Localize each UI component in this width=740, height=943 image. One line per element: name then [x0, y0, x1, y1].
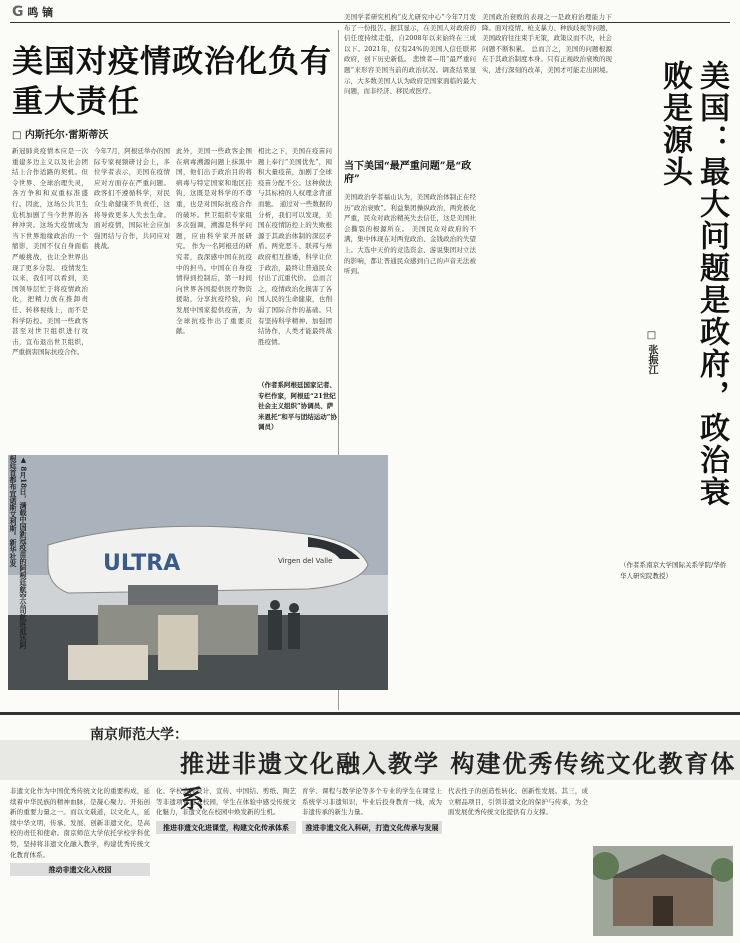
article1-para6: 相比之下，美国在疫苗问题上奉行“美国优先”，囤积大量疫苗，加剧了全球疫苗分配不公。这种做法与其标榜的人权理念背道而驰。: [258, 147, 332, 208]
bottom-para1: 非遗文化作为中国优秀传统文化的重要构成，延续着中华民族的精神血脉，是凝心聚力、开拓创新的重要力量之一。而以文载道，以文化人，延续中华文明，传承、发展、创新非遗文化，是高校的责任和使命。南京师范大学依托学校学科优势，坚持将非遗文化融入教学，构建优秀传统文化教育体系。: [10, 787, 150, 859]
article2-para2: 悲愤者—用“最严重问题”来形容美国当前的政治状况。调查结果显示，大多数美国人认为政府是国家面临的最大问题，而非经济、移民或医疗。: [344, 55, 476, 96]
article2-para3: 美国政治学者福山认为，美国政治体制正在经历“政治衰败”。利益集团操纵政治，两党极化严重，民众对政治精英失去信任，这是美国社会撕裂的根源所在。: [344, 193, 476, 233]
bottom-para4: 代表性子的创造性转化、创新性发展。其三，成立精品项目，引领非遗文化的保护与传承，为全面发展优秀传统文化提供有力支撑。: [448, 787, 588, 817]
article1-para2: 疫情发生以来，我们可以看到，美国领导层忙于将疫情政治化，把精力放在推卸责任、转移视线上，而不是科学防控。美国一些政客甚至对世卫组织进行攻击，宣布退出世卫组织，严重损害国际抗疫合作。: [12, 263, 88, 357]
article1-para7: 通过对一些数据的分析，我们可以发现，美国在疫情防控上的失败根源于其政治体制的深层矛盾。两党恶斗、联邦与州政府相互推诿，科学让位于政治，最终让普通民众付出了沉重代价。: [258, 199, 332, 283]
bottom-subhead3: 推进非遗文化入科研，打造文化传承与发展: [302, 821, 442, 834]
bottom-col3: [302, 786, 442, 936]
article1-col1: [12, 146, 88, 446]
article2-col1-top: [344, 12, 476, 157]
article2-para4: 美国民众对政府的不满，集中体现在对两党政治、金钱政治的失望上。大选中天价的竞选资金、游说集团对立法的影响，都让普通民众感到自己的声音无法被听到。: [344, 224, 476, 276]
article2-para5: 美国政治衰败的表现之一是政府治理能力下降。面对疫情、枪支暴力、种族歧视等问题，美国政府往往束手无策，政策议而不决，社会问题不断积累。: [482, 13, 612, 53]
article1-para4: 此外，美国一些政客企图在病毒溯源问题上抹黑中国，他们出于政治目的将病毒与特定国家和地区挂钩，这既是对科学的不尊重，也是对国际抗疫合作的破坏。世卫组织专家组多次强调，溯源是科学问题，应由科学家开展研究。: [176, 147, 252, 251]
article1-para1: 新冠肺炎疫情本应是一次重建多边主义以及社会团结上合作适路的契机。但令世界、全球治理失灵，各方争和和双重标准盛行。因此，这场公共卫生危机加剧了当今世界的各种冲突。这场大疫情成为当下世界地缘政治的一个缩影，美国不仅自身面临严峻挑战，也让全世界出现了更多分裂。: [12, 147, 88, 272]
column-header: [12, 4, 53, 20]
bottom-col2: [156, 786, 296, 936]
article2-para6: 总而言之，美国的问题根源在于其政治制度本身。只有正视政治衰败的现实，进行深刻的改革，美国才可能走出困境。: [482, 44, 612, 74]
article2-author-note: （作者系南京大学国际关系学院/华侨华人研究院教授）: [620, 561, 727, 580]
column-label: 鸣 镝: [27, 6, 54, 19]
article1-author-note: （作者系阿根廷国家记者、专栏作家，阿根廷“21世纪社会主义组织”协调员、萨米恩托“和平与团结运动”协调员）: [258, 381, 337, 432]
airplane-image: [8, 455, 388, 690]
plane-name-text: Virgen del Valle: [278, 557, 333, 565]
campus-image: [593, 846, 733, 936]
article1-para8: 总而言之，疫情政治化损害了各国人民的生命健康，也削弱了国际合作的基础。只有坚持科学精神、加强团结协作，人类才能最终战胜疫情。: [258, 274, 332, 346]
article1-col2: [94, 146, 170, 446]
bottom-subhead1: 推动非遗文化入校园: [10, 863, 150, 876]
bottom-col1: [10, 786, 150, 936]
article2-subhead1: 当下美国“最严重问题”是“政府”: [344, 161, 472, 185]
bottom-para3: 育学、课程与教学论等多个专业的学生在课堂上系统学习非遗知识，毕业后投身教育一线，成为非遗传承的新生力量。: [302, 787, 442, 817]
bottom-subhead2: 推进非遗文化进课堂，构建文化传承体系: [156, 821, 296, 834]
campus-photo: [593, 846, 733, 936]
article2-col1-bottom: [344, 192, 476, 442]
article1-title-line1: 美国对疫情政治化负有: [12, 44, 332, 80]
article2-author: □ 张振江: [646, 330, 657, 375]
article1-author: □ 内斯托尔·雷斯蒂沃: [12, 130, 109, 141]
news-photo: [8, 455, 388, 690]
article1-title-line2: 重大责任: [12, 84, 140, 120]
bottom-title-line1: 南京师范大学：: [90, 727, 188, 743]
article1-col3: [176, 146, 252, 446]
article1-para5: 作为一名阿根廷的研究者，我深感中国在抗疫中的担当。中国在自身疫情得到控制后，第一时间向世界各国提供医疗物资援助，分享抗疫经验，向发展中国家提供疫苗，为全球抗疫作出了重要贡献。: [176, 242, 252, 336]
article2-col2: [482, 12, 612, 442]
article2-title: 美国：最大问题是政府，政治衰败是源头: [657, 60, 729, 508]
bottom-title-line2: 推进非遗文化融入教学 构建优秀传统文化教育体系: [180, 749, 737, 813]
photo-caption: ▲ 8月18日，满载中国新冠疫苗的阿根廷航空公司航班抵达阿根廷首都布宜诺斯艾利斯。新华社发: [9, 455, 28, 650]
bottom-para2: 化、学校选择设计，宣传、中国结、剪纸、陶艺等非遗项目进入校园，学生在体验中感受传统文化魅力，非遗文化在校园中焕发新的生机。: [156, 787, 296, 817]
article2-para1: 美国学者研究机构“皮尤研究中心”今年7月发布了一份报告。据其显示，在美国人对政府的信任度持续走低，自2008年以来始终在三成以下。2021年，仅有24%的美国人信任联邦政府，创下历史新低。: [344, 13, 476, 64]
column-logo: G: [12, 4, 24, 20]
article1-para3: 今年7月，阿根廷举办的国际专家视频研讨会上，多位学者表示，美国在疫情应对方面存在严重问题。政客们不遵循科学，对民众生命健康不负责任，这将导致更多人失去生命。面对疫情，国际社会应加强团结与合作，共同应对挑战。: [94, 147, 170, 251]
bottom-col4: [448, 786, 588, 936]
plane-livery-text: ULTRA: [103, 551, 181, 576]
